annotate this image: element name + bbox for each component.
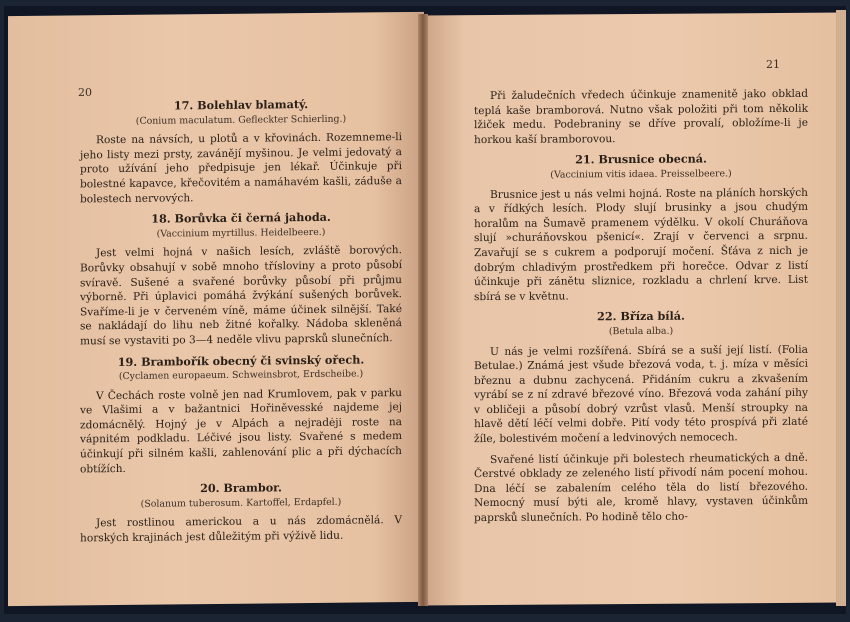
book-gutter bbox=[418, 14, 428, 606]
entry-text: Brusnice jest u nás velmi hojná. Roste na pláních horských a v řídkých lesích. Plody slují brusinky a jsou chudým horalům na Šumavě pramenem výdělku. V okolí Churáňova slují »churáňovskou pšenicí«. Zrají v červenci a srpnu. Zavařují se s cukrem a podporují močení. Šťáva z nich je dobrým chladivým prostředkem při horečce. Odvar z listí účinkuje při zánětu sliznice, rozkladu a chrlení krve. List sbírá se v květnu. bbox=[474, 186, 808, 303]
continued-paragraph: Při žaludečních vředech účinkuje znamenitě jako obklad teplá kaše bramborová. Nutno však položiti při tom několik lžiček medu. Podebraniny se dříve provalí, obložíme-li je horkou kaší bramborovou. bbox=[474, 87, 808, 146]
entry-latin-name: (Conium maculatum. Gefleckter Schierling.) bbox=[135, 113, 347, 127]
page-number-right: 21 bbox=[766, 58, 780, 71]
entry-18 bbox=[80, 209, 402, 349]
entry-heading: 21. Brusnice obecná. bbox=[575, 151, 707, 167]
entry-text: Jest rostlinou americkou a u nás zdomácnělá. V horských krajinách jest důležitým při výživě lidu. bbox=[80, 514, 402, 545]
entry-text: Jest velmi hojná v našich lesích, zvláště borových. Borůvky obsahují v sobě mnoho tříslovinу a proto působí svíravě. Sušené a svařené borůvky působí při průjmu výborně. Při úplavici pomáhá žvýkání sušených borůvek. Svaříme-li je v červeném víně, máme účinek silnější. Také se nakládají do lihu neb žitné kořalky. Nádoba skleněná musí se vystaviti po 3—4 neděle vlivu paprsků slunečních. bbox=[80, 244, 402, 348]
entry-22 bbox=[474, 308, 808, 526]
entry-text: Roste na návsích, u plotů a v křovinách. Rozemneme-li jeho listy mezi prsty, zavánějí myšinou. Je velmi jedovatý a proto užívání jeho předpisuje jen lékař. Účinkuje při bolestné kapavce, křečovitém a namáhavém kašli, záduše a bolestech nervových. bbox=[80, 131, 402, 205]
entry-text: U nás je velmi rozšířená. Sbírá se a suší její listí. (Folia Betulae.) Známá jest všude březová voda, t. j. míza v měsíci březnu a dubnu zachycená. Přidáním cukru a zkvašením vyrábí se z ní zdravé březové víno. Březová voda zahání pihy v obličeji a působí dobrý vzrůst vlasů. Menší stroupky na hlavě dětí léčí velmi dobře. Pití vody této prospívá při zlaté žíle, bolestivém močení a ledvinových nemocech. bbox=[474, 343, 808, 446]
entry-latin-name: (Cyclamen europaeum. Schweinsbrot, Erdscheibe.) bbox=[118, 368, 364, 383]
entry-heading: 18. Borůvka či černá jahoda. bbox=[151, 209, 331, 226]
entry-17 bbox=[80, 96, 402, 207]
entry-text-continued: Svařené listí účinkuje při bolestech rheumatických a dně. Čerstvé obklady ze zeleného listí přivodí nám pocení mohou. Dna léčí se zabalením celého těla do listí březového. Nemocný musí býti ale, kromě hlavy, vystaven účinkům paprsků slunečních. Po hodině tělo cho- bbox=[474, 451, 808, 525]
right-page-content bbox=[474, 87, 808, 526]
entry-latin-name: (Vaccinium myrtillus. Heidelbeere.) bbox=[156, 226, 326, 240]
entry-text: V Čechách roste volně jen nad Krumlovem, pak v parku ve Vlašimi a v bažantnici Hořiněvesské najdeme jej zdomácnělý. Hojný je v Alpách a nejradėji roste na vápnitém podkladu. Léčivé jsou listy. Svařené s medem účinkují při silném kašli, zahlenování plic a při dýchacích obtížích. bbox=[80, 386, 402, 476]
entry-latin-name: (Vaccinium vitis idaea. Preisselbeere.) bbox=[550, 168, 732, 181]
entry-heading: 22. Bříza bílá. bbox=[597, 308, 685, 324]
page-edges bbox=[836, 10, 846, 606]
open-book bbox=[4, 6, 846, 614]
right-page bbox=[422, 13, 842, 606]
entry-latin-name: (Solanum tuberosum. Kartoffel, Erdapfel.) bbox=[140, 496, 342, 510]
entry-20 bbox=[80, 479, 402, 546]
entry-heading: 17. Bolehlav blamatý. bbox=[173, 97, 309, 113]
entry-heading: 19. Brambořík obecný či svinský ořech. bbox=[117, 351, 365, 369]
entry-19 bbox=[80, 352, 402, 477]
entry-21 bbox=[474, 151, 808, 304]
entry-latin-name: (Betula alba.) bbox=[608, 325, 674, 338]
entry-heading: 20. Brambor. bbox=[200, 480, 282, 496]
page-number-left: 20 bbox=[78, 86, 92, 99]
left-page bbox=[8, 12, 424, 606]
left-page-content bbox=[80, 96, 402, 546]
